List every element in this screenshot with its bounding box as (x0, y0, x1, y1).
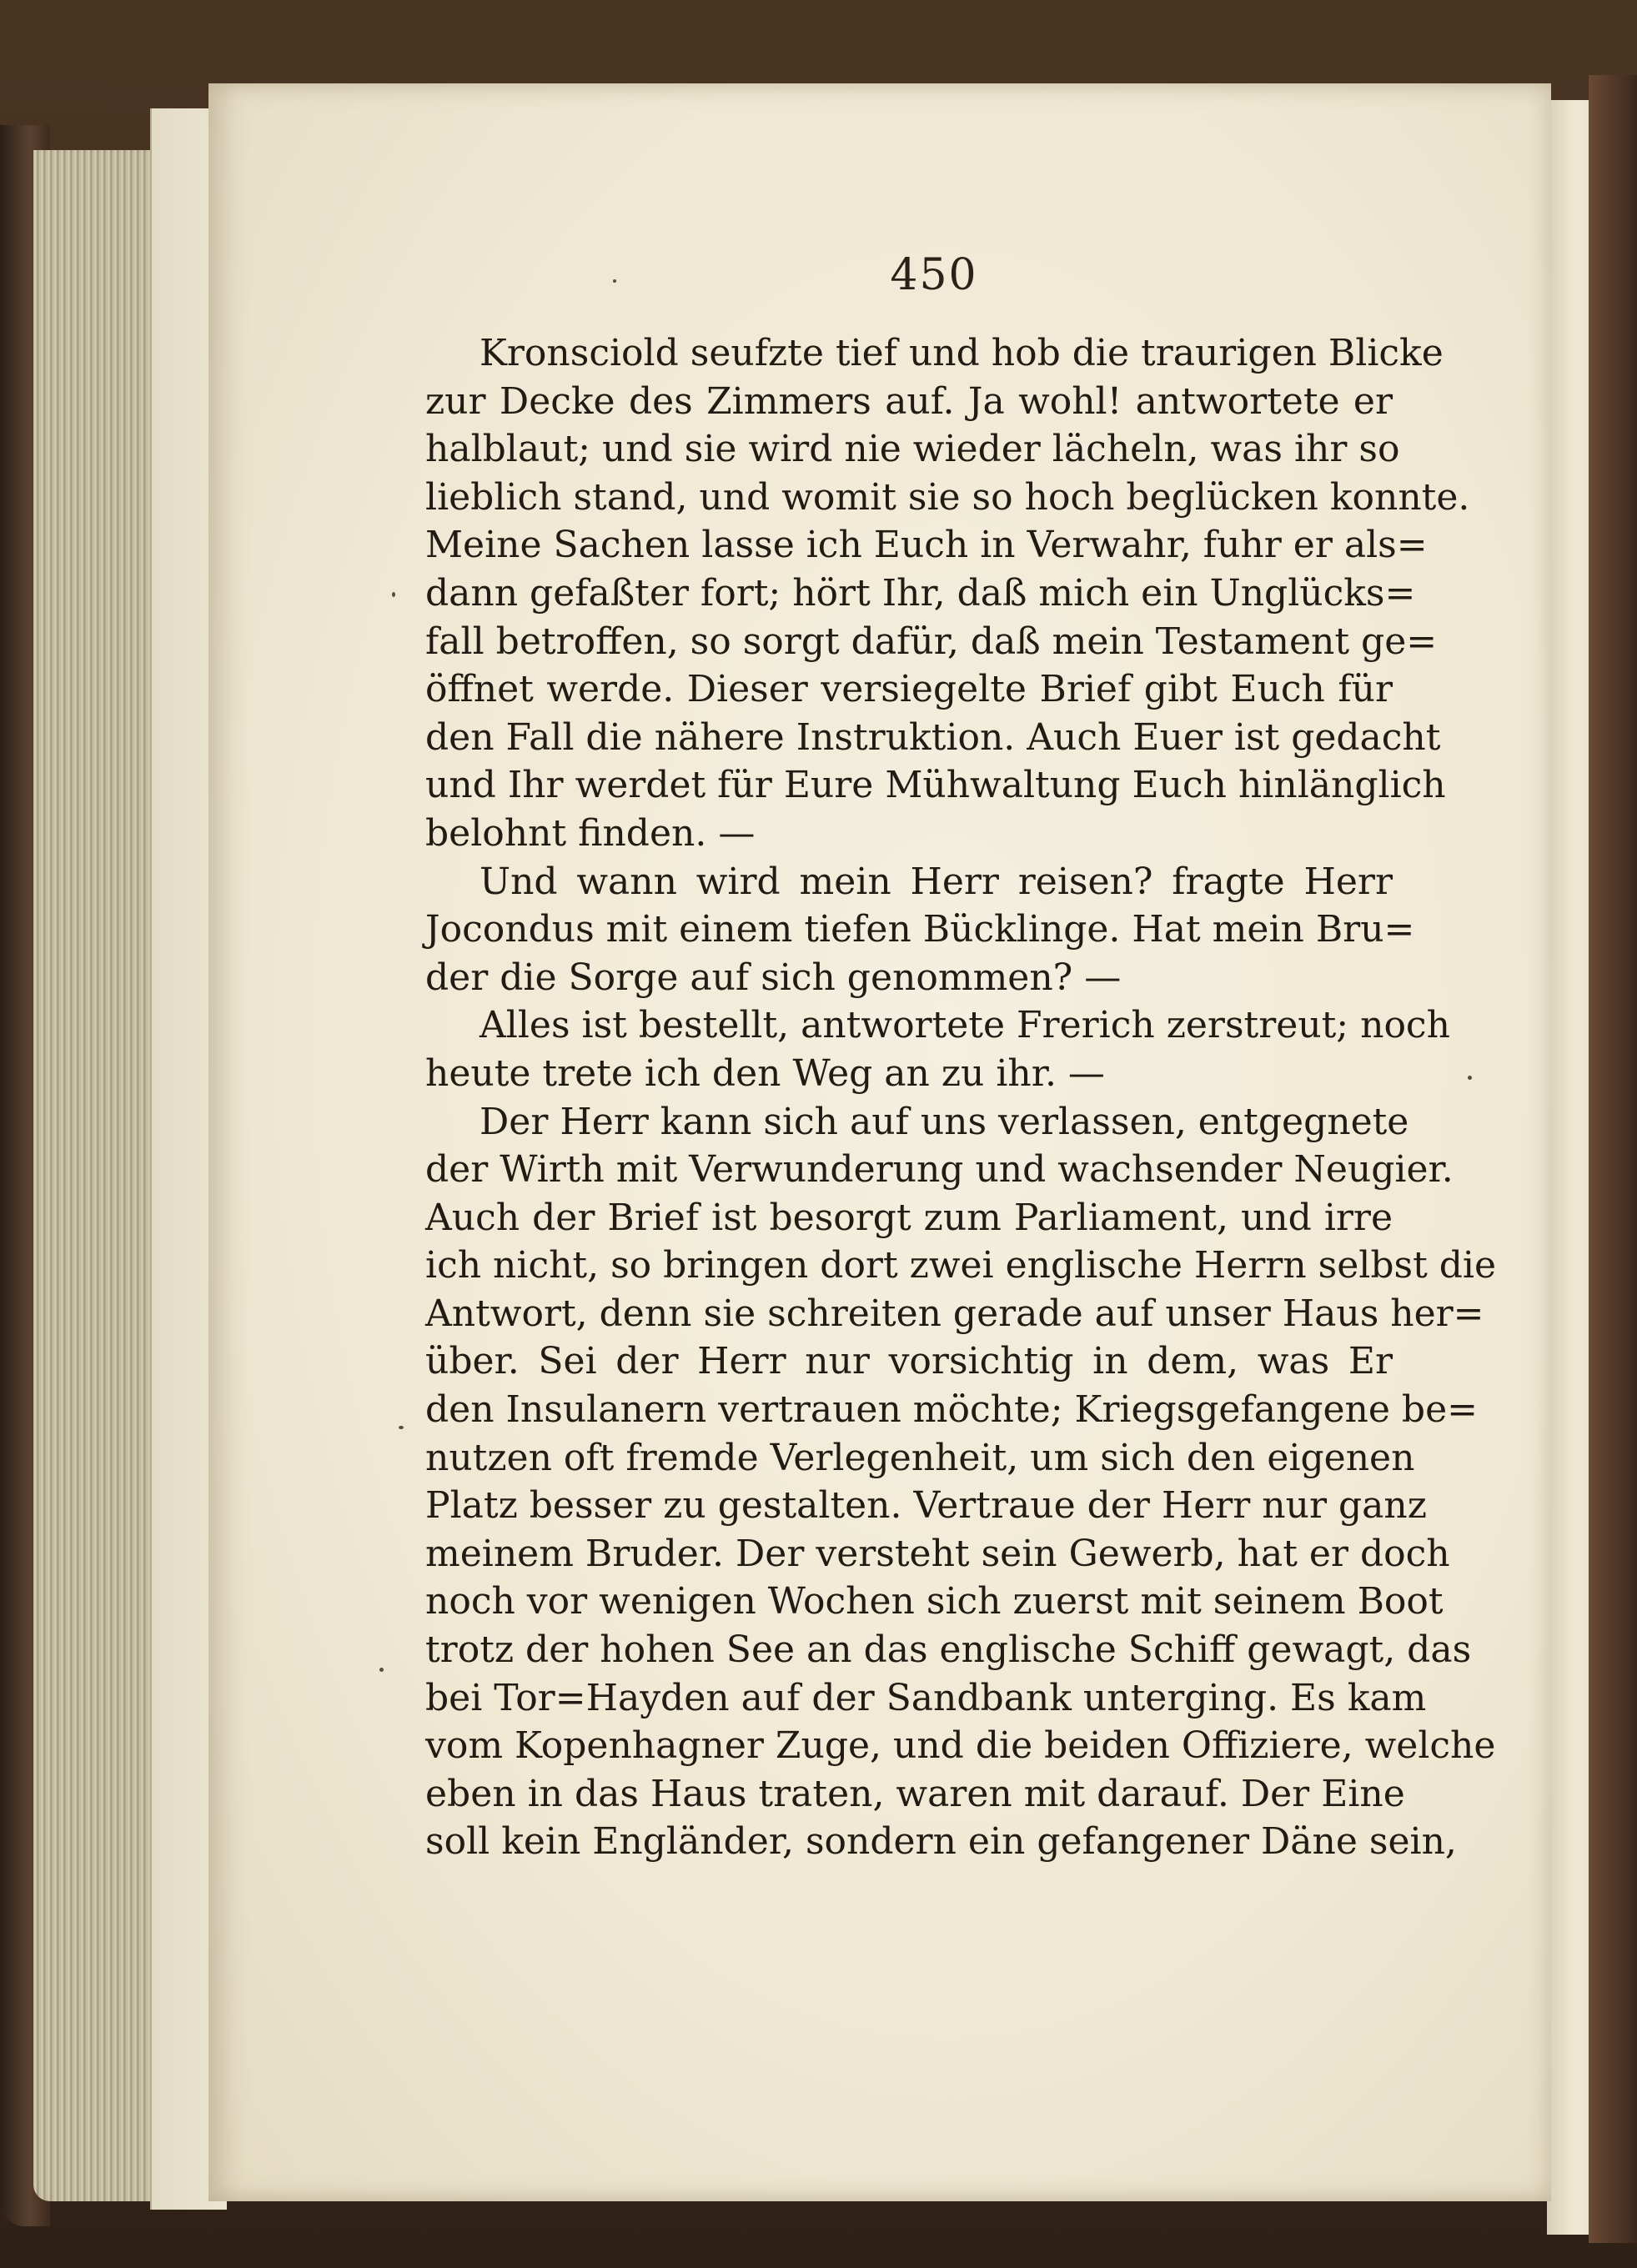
text-line: heute trete ich den Weg an zu ihr. — (425, 1051, 1105, 1095)
paper-speck (613, 279, 616, 283)
text-line: über. Sei der Herr nur vorsichtig in dem, was Er (425, 1340, 1393, 1383)
paper-speck (392, 592, 395, 597)
page-number: 450 (890, 250, 978, 300)
text-line: noch vor wenigen Wochen sich zuerst mit seinem Boot (425, 1580, 1444, 1623)
text-line: meinem Bruder. Der versteht sein Gewerb, hat er doch (425, 1532, 1450, 1575)
text-line: Auch der Brief ist besorgt zum Parliament, und irre (425, 1196, 1393, 1239)
text-line: nutzen oft fremde Verlegenheit, um sich den eigenen (425, 1436, 1415, 1479)
text-line: Der Herr kann sich auf uns verlassen, entgegnete (480, 1100, 1409, 1143)
paper-speck (1468, 1076, 1472, 1080)
text-line: eben in das Haus traten, waren mit darauf. Der Eine (425, 1772, 1405, 1815)
paper-speck (399, 1426, 404, 1429)
text-line: der Wirth mit Verwunderung und wachsender Neugier. (425, 1148, 1454, 1192)
text-line: trotz der hohen See an das englische Schiff gewagt, das (425, 1628, 1472, 1672)
text-line: halblaut; und sie wird nie wieder lächeln, was ihr so (425, 428, 1400, 471)
text-line: Meine Sachen lasse ich Euch in Verwahr, fuhr er als= (425, 524, 1428, 567)
page-text (425, 329, 1497, 1866)
text-line: Kronsciold seufzte tief und hob die traurigen Blicke (480, 332, 1444, 374)
text-line: Jocondus mit einem tiefen Bücklinge. Hat mein Bru= (425, 908, 1415, 951)
book-cover-right (1589, 75, 1637, 2243)
text-line: bei Tor=Hayden auf der Sandbank unterging. Es kam (425, 1676, 1427, 1719)
paper-speck (379, 1668, 384, 1672)
text-line: lieblich stand, und womit sie so hoch beglücken konnte. (425, 475, 1470, 519)
text-line: Platz besser zu gestalten. Vertraue der Herr nur ganz (425, 1484, 1427, 1528)
text-line: fall betroffen, so sorgt dafür, daß mein Testament ge= (425, 620, 1438, 663)
text-line: der die Sorge auf sich genommen? — (425, 956, 1122, 999)
text-line: zur Decke des Zimmers auf. Ja wohl! antwortete er (425, 379, 1393, 423)
text-line: den Insulanern vertrauen möchte; Kriegsgefangene be= (425, 1388, 1478, 1432)
text-line: Antwort, denn sie schreiten gerade auf unser Haus her= (425, 1292, 1484, 1335)
text-line: dann gefaßter fort; hört Ihr, daß mich ein Unglücks= (425, 571, 1416, 615)
text-line: vom Kopenhagner Zuge, und die beiden Offiziere, welche (425, 1724, 1496, 1768)
text-line: soll kein Engländer, sondern ein gefangener Däne sein, (425, 1820, 1457, 1864)
text-line: Alles ist bestellt, antwortete Frerich zerstreut; noch (480, 1004, 1450, 1047)
text-line: belohnt finden. — (425, 811, 756, 855)
text-line: den Fall die nähere Instruktion. Auch Euer ist gedacht (425, 715, 1441, 759)
text-line: Und wann wird mein Herr reisen? fragte Herr (480, 860, 1393, 903)
text-line: öffnet werde. Dieser versiegelte Brief gibt Euch für (425, 668, 1393, 711)
text-line: ich nicht, so bringen dort zwei englische Herrn selbst die (425, 1244, 1497, 1287)
text-line: und Ihr werdet für Eure Mühwaltung Euch hinlänglich (425, 764, 1446, 807)
